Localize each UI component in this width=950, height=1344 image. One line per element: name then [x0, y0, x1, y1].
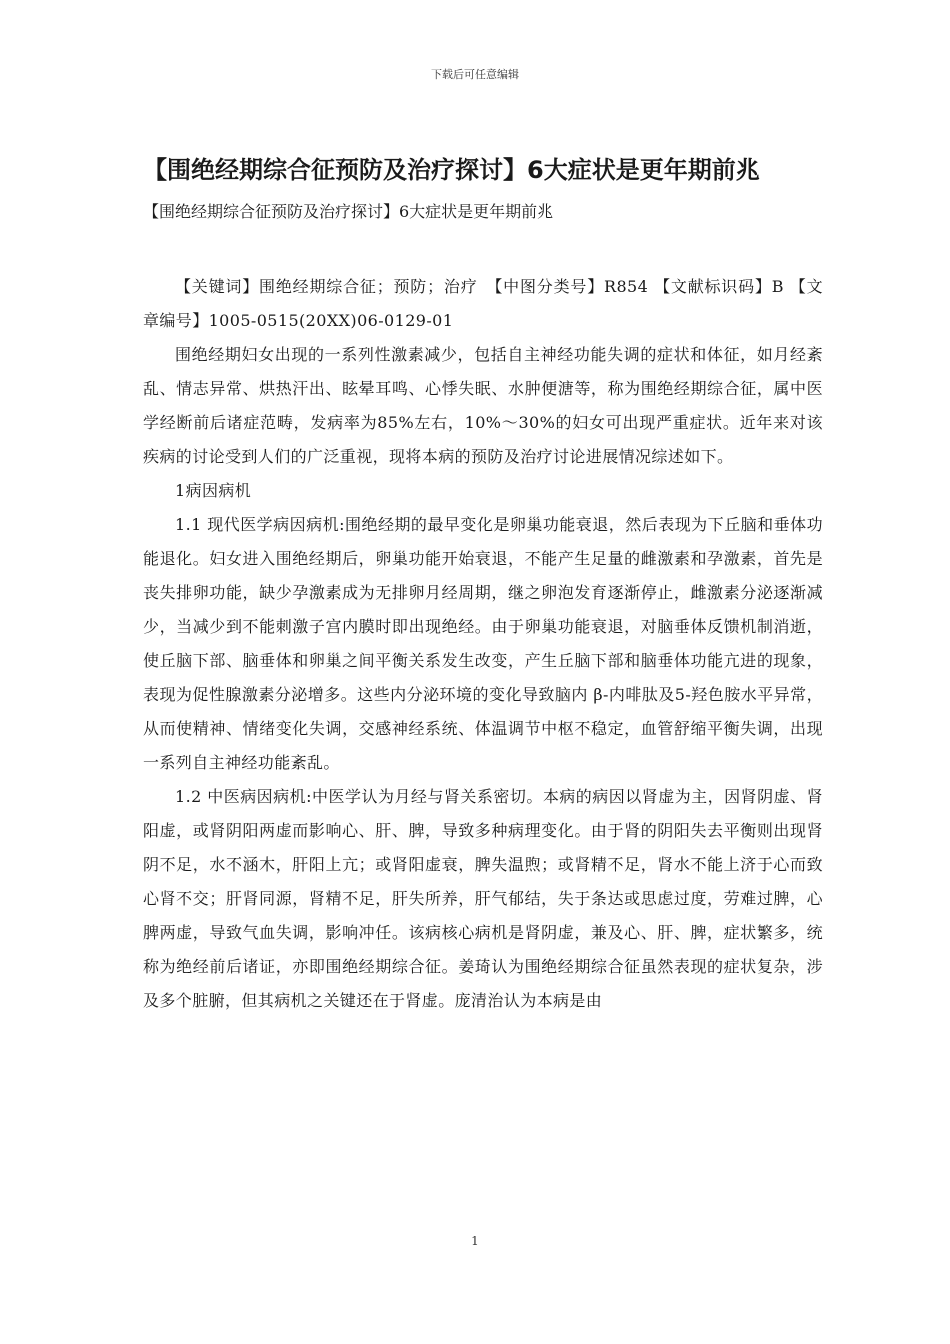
- keywords-paragraph: 【关键词】围绝经期综合征；预防；治疗 【中图分类号】R854 【文献标识码】B 【文章编号】1005-0515(20XX)06-0129-01: [143, 277, 823, 330]
- page-number: 1: [471, 1234, 479, 1248]
- document-subtitle: 【围绝经期综合征预防及治疗探讨】6大症状是更年期前兆: [143, 202, 554, 221]
- modern-medicine-paragraph: 1.1 现代医学病因病机:围绝经期的最早变化是卵巢功能衰退，然后表现为下丘脑和垂体功能退化。妇女进入围绝经期后，卵巢功能开始衰退，不能产生足量的雌激素和孕激素，首先是丧失排卵功能，缺少孕激素成为无排卵月经周期，继之卵泡发育逐渐停止，雌激素分泌逐渐减少，当减少到不能刺激子宫内膜时即出现绝经。由于卵巢功能衰退，对脑垂体反馈机制消逝，使丘脑下部、脑垂体和卵巢之间平衡关系发生改变，产生丘脑下部和脑垂体功能亢进的现象，表现为促性腺激素分泌增多。这些内分泌环境的变化导致脑内 β-内啡肽及5-羟色胺水平异常，从而使精神、情绪变化失调，交感神经系统、体温调节中枢不稳定，血管舒缩平衡失调，出现一系列自主神经功能紊乱。: [143, 515, 823, 772]
- document-title: 【围绝经期综合征预防及治疗探讨】6大症状是更年期前兆: [143, 156, 760, 184]
- page-header-note: 下载后可任意编辑: [431, 68, 519, 81]
- document-body: [143, 270, 823, 1018]
- tcm-paragraph: 1.2 中医病因病机:中医学认为月经与肾关系密切。本病的病因以肾虚为主，因肾阴虚、肾阳虚，或肾阴阳两虚而影响心、肝、脾，导致多种病理变化。由于肾的阴阳失去平衡则出现肾阴不足，水不涵木，肝阳上亢；或肾阳虚衰，脾失温煦；或肾精不足，肾水不能上济于心而致心肾不交；肝肾同源，肾精不足，肝失所养，肝气郁结，失于条达或思虑过度，劳难过脾，心脾两虚，导致气血失调，影响冲任。该病核心病机是肾阴虚，兼及心、肝、脾，症状繁多，统称为绝经前后诸证，亦即围绝经期综合征。姜琦认为围绝经期综合征虽然表现的症状复杂，涉及多个脏腑，但其病机之关键还在于肾虚。庞清治认为本病是由: [143, 787, 823, 1010]
- section-heading-etiology: 1病因病机: [175, 481, 252, 500]
- intro-paragraph: 围绝经期妇女出现的一系列性激素减少，包括自主神经功能失调的症状和体征，如月经紊乱、情志异常、烘热汗出、眩晕耳鸣、心悸失眠、水肿便溏等，称为围绝经期综合征，属中医学经断前后诸症范畴，发病率为85%左右，10%～30%的妇女可出现严重症状。近年来对该疾病的讨论受到人们的广泛重视，现将本病的预防及治疗讨论进展情况综述如下。: [143, 345, 823, 466]
